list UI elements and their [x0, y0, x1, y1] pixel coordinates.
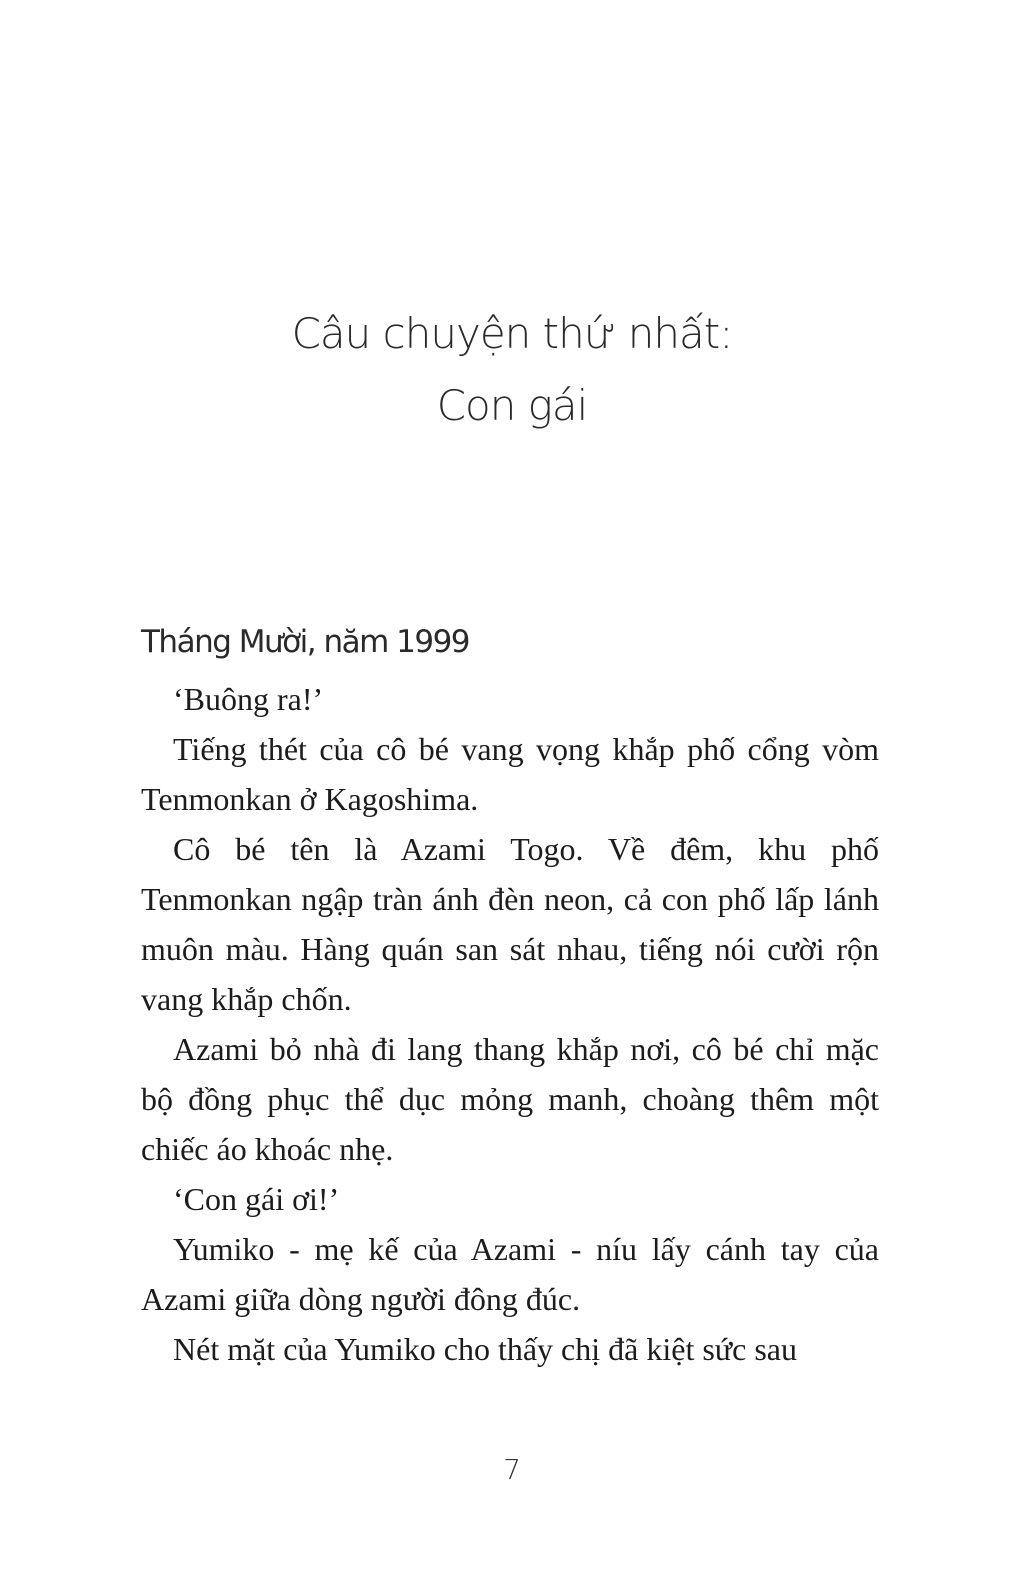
chapter-title-line-1: Câu chuyện thứ nhất: [291, 309, 733, 358]
paragraph: ‘Buông ra!’ [173, 681, 324, 717]
paragraph: Yumiko - mẹ kế của Azami - níu lấy cánh tay của Azami giữa dòng người đông đúc. [141, 1231, 879, 1317]
chapter-title [0, 298, 1024, 442]
chapter-title-line-2: Con gái [436, 381, 588, 430]
paragraph: Nét mặt của Yumiko cho thấy chị đã kiệt sức sau [173, 1331, 797, 1367]
body-text [141, 674, 879, 1374]
page-number: 7 [503, 1453, 521, 1486]
paragraph: Cô bé tên là Azami Togo. Về đêm, khu phố Tenmonkan ngập tràn ánh đèn neon, cả con phố lấp lánh muôn màu. Hàng quán san sát nhau, tiếng nói cười rộn vang khắp chốn. [141, 831, 879, 1017]
section-date: Tháng Mười, năm 1999 [141, 624, 470, 660]
paragraph: ‘Con gái ơi!’ [173, 1181, 340, 1217]
paragraph: Azami bỏ nhà đi lang thang khắp nơi, cô bé chỉ mặc bộ đồng phục thể dục mỏng manh, choàng thêm một chiếc áo khoác nhẹ. [141, 1031, 879, 1167]
paragraph: Tiếng thét của cô bé vang vọng khắp phố cổng vòm Tenmonkan ở Kagoshima. [141, 731, 879, 817]
